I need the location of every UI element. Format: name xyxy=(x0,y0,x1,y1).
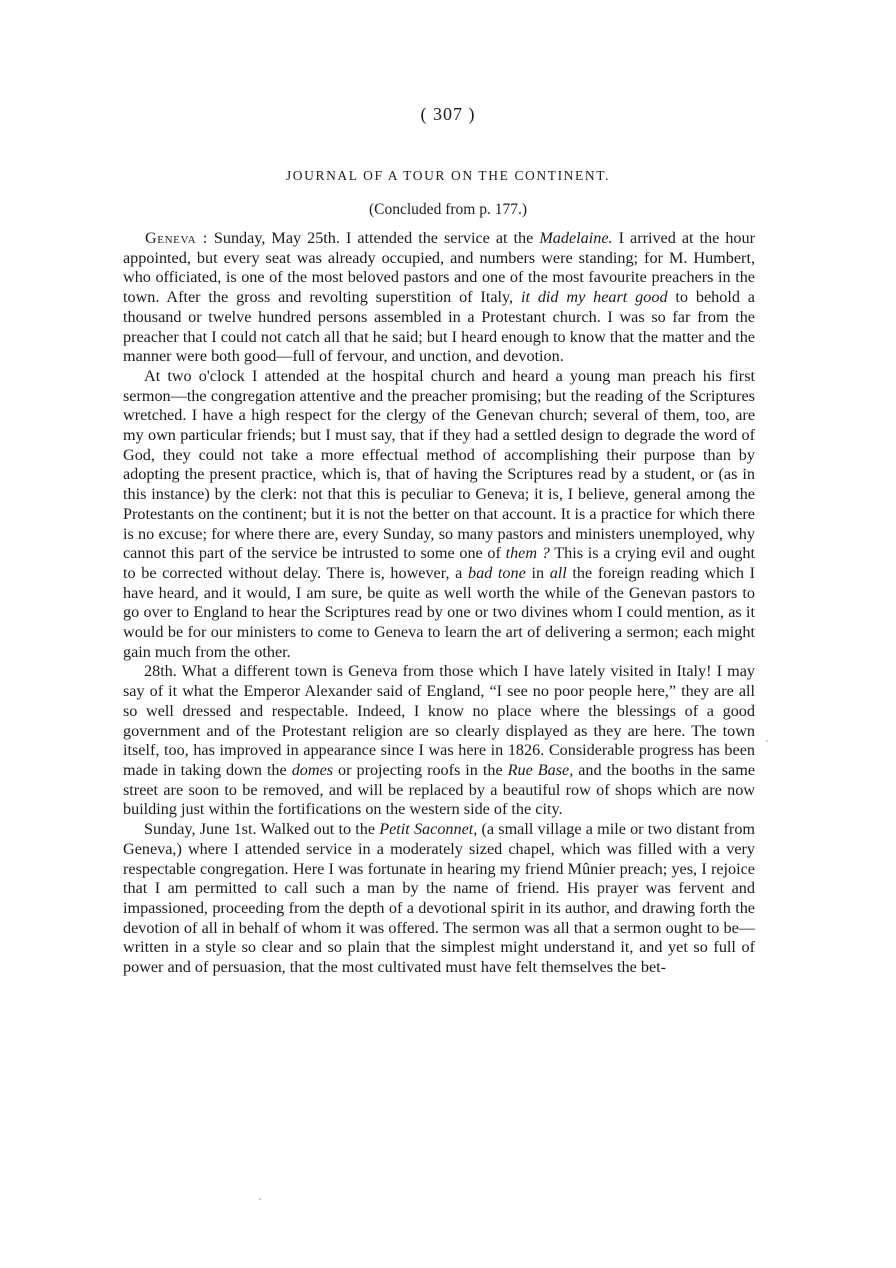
text-run: in xyxy=(525,563,550,582)
italic-text: it did my heart good xyxy=(520,288,668,307)
italic-text: Madelaine. xyxy=(539,229,613,247)
text-run: 28th. What a different town is Geneva from those which I have lately visited in Italy! I may say of it what the Emperor Alexander said of England, “I see no poor people here,” they are all so well dressed and respectable. Indeed, I know no place where the blessings of a good government and of the Protestant religion are so clearly displayed as they are here. The town itself, too, has improved in appearance since I was here in 1826. Considerable progress has been made in taking down the xyxy=(123,662,755,779)
article-subtitle: (Concluded from p. 177.) xyxy=(369,201,527,218)
italic-text: domes xyxy=(291,760,334,779)
italic-text: bad tone xyxy=(468,563,526,582)
text-run: Sunday, May 25th. I attended the service at the xyxy=(207,229,540,247)
text-run: the foreign reading which I have heard, and it would, I am sure, be quite as well worth the while of the Genevan pastors to go over to England to hear the Scriptures read by one or two divines whom I could mention, as it would be for our ministers to come to Geneva to learn the art of delivering a sermon; each might gain much from the other. xyxy=(123,563,756,661)
ink-speck xyxy=(766,740,768,742)
text-run: Sunday, June 1st. Walked out to the xyxy=(144,820,380,839)
article-body xyxy=(123,229,755,978)
paragraph xyxy=(123,367,755,663)
italic-text: Petit Saconnet, xyxy=(379,820,478,839)
place-heading: Geneva : xyxy=(145,229,208,247)
paragraph xyxy=(123,229,755,367)
text-run: to behold a thousand or twelve hundred persons assembled in a Protestant church. I was so far from the preacher that I could not catch all that he said; but I heard enough to know that the matter and the manner were both good—full of fervour, and unction, and devotion. xyxy=(123,288,755,366)
text-run: (a small village a mile or two distant from Geneva,) where I attended service in a moderately sized chapel, which was filled with a very respectable congregation. Here I was fortunate in hearing my friend Mûnier preach; yes, I rejoice that I am permitted to call such a man by the name of friend. His prayer was fervent and impassioned, proceeding from the depth of a devotional spirit in its author, and drawing forth the devotion of all in behalf of whom it was offered. The sermon was all that a sermon ought to be—written in a style so clear and so plain that the simplest might understand it, and yet so full of power and of persuasion, that the most cultivated must have felt themselves the bet- xyxy=(123,820,756,977)
text-run: At two o'clock I attended at the hospital church and heard a young man preach his first sermon—the congregation attentive and the preacher promising; but the reading of the Scriptures wretched. I have a high respect for the clergy of the Genevan church; several of them, too, are my own particular friends; but I must say, that if they had a settled design to degrade the word of God, they could not take a more effectual method of accomplishing their purpose than by adopting the present practice, which is, that of having the Scriptures read by a student, or (as in this instance) by the clerk: not that this is peculiar to Geneva; it is, I believe, general among the Protestants on the continent; but it is not the better on that account. It is a practice for which there is no excuse; for where there are, every Sunday, so many pastors and ministers unemployed, why cannot this part of the service be intrusted to some one of xyxy=(123,366,755,563)
italic-text: Rue Base, xyxy=(507,760,574,779)
text-run: This is a crying evil and ought to be corrected without delay. There is, however, a xyxy=(123,544,755,582)
page-number: ( 307 ) xyxy=(420,104,476,124)
paragraph xyxy=(123,820,755,978)
text-run: and the booths in the same street are soon to be removed, and will be replaced by a beautiful row of shops which are now building just within the fortifications on the western side of the city. xyxy=(123,760,756,819)
article-title: JOURNAL OF A TOUR ON THE CONTINENT. xyxy=(285,168,611,183)
italic-text: all xyxy=(549,563,567,582)
italic-text: them ? xyxy=(505,544,550,563)
text-run: I arrived at the hour appointed, but every seat was already occupied, and numbers were standing; for M. Humbert, who officiated, is one of the most beloved pastors and one of the most favourite preachers in the town. After the gross and revolting superstition of Italy, xyxy=(123,229,755,307)
paragraph xyxy=(123,662,755,820)
ink-speck xyxy=(259,1198,261,1200)
text-run: or projecting roofs in the xyxy=(333,760,508,779)
